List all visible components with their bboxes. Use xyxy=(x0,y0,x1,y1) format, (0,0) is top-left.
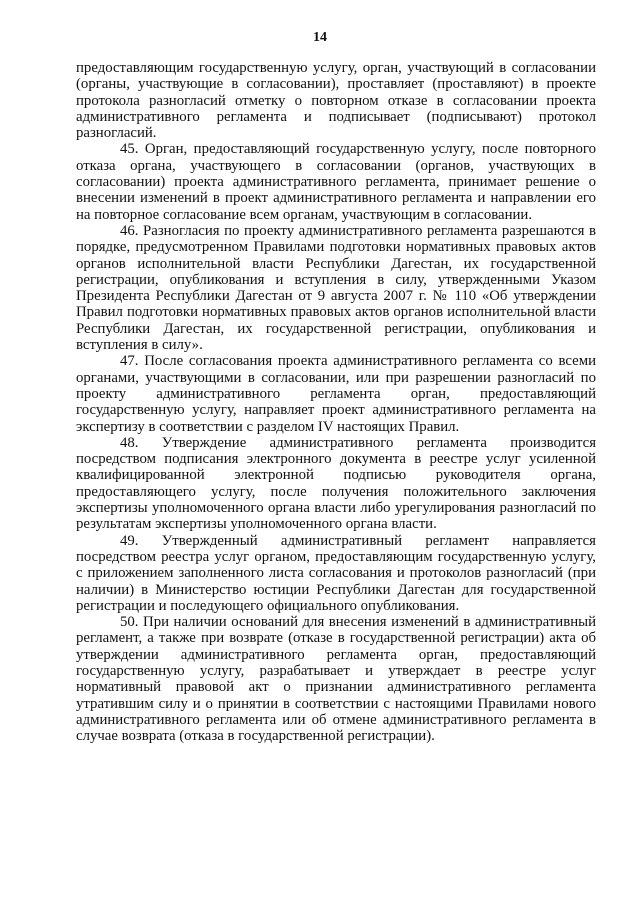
page-number: 14 xyxy=(313,30,327,45)
paragraph-48: 48. Утверждение административного регламента производится посредством подписания электронного документа в реестре услуг усиленной квалифицированной электронной подписью руководителя органа, предоставляющего услугу, после получения положительного заключения экспертизы уполномоченного органа власти либо урегулирования разногласий по результатам экспертизы уполномоченного органа власти. xyxy=(76,434,596,533)
paragraph-46: 46. Разногласия по проекту административного регламента разрешаются в порядке, предусмотренном Правилами подготовки нормативных правовых актов органов исполнительной власти Республики Дагестан, их государственной регистрации, опубликования и вступления в силу, утвержденными Указом Президента Республики Дагестан от 9 августа 2007 г. № 110 «Об утверждении Правил подготовки нормативных правовых актов органов исполнительной власти Республики Дагестан, их государственной регистрации, опубликования и вступления в силу». xyxy=(76,222,596,354)
paragraph-50: 50. При наличии оснований для внесения изменений в административный регламент, а также при возврате (отказе в государственной регистрации) акта об утверждении административного регламента орган, предоставляющий государственную услугу, разрабатывает и утверждает в реестре услуг нормативный правовой акт о признании административного регламента утратившим силу и о принятии в соответствии с настоящими Правилами нового административного регламента или об отмене административного регламента в случае возврата (отказа в государственной регистрации). xyxy=(76,614,596,745)
paragraph-49: 49. Утвержденный административный регламент направляется посредством реестра услуг органом, предоставляющим государственную услугу, с приложением заполненного листа согласования и протоколов разногласий (при наличии) в Министерство юстиции Республики Дагестан для государственной регистрации и последующего официального опубликования. xyxy=(76,532,596,614)
paragraph-continuation: предоставляющим государственную услугу, орган, участвующий в согласовании (органы, участвующие в согласовании), проставляет (проставляют) в проекте протокола разногласий отметку о повторном отказе в согласовании проекта административного регламента и подписывает (подписывают) протокол разногласий. xyxy=(76,60,596,142)
paragraph-47: 47. После согласования проекта административного регламента со всеми органами, участвующими в согласовании, или при разрешении разногласий по проекту административного регламента орган, предоставляющий государственную услугу, направляет проект административного регламента на экспертизу в соответствии с разделом IV настоящих Правил. xyxy=(76,353,596,435)
paragraph-45: 45. Орган, предоставляющий государственную услугу, после повторного отказа органа, участвующего в согласовании (органов, участвующих в согласовании) проекта административного регламента, принимает решение о внесении изменений в проект административного регламента и направлении его на повторное согласование всем органам, участвующим в согласовании. xyxy=(76,141,596,223)
document-body xyxy=(76,60,596,744)
